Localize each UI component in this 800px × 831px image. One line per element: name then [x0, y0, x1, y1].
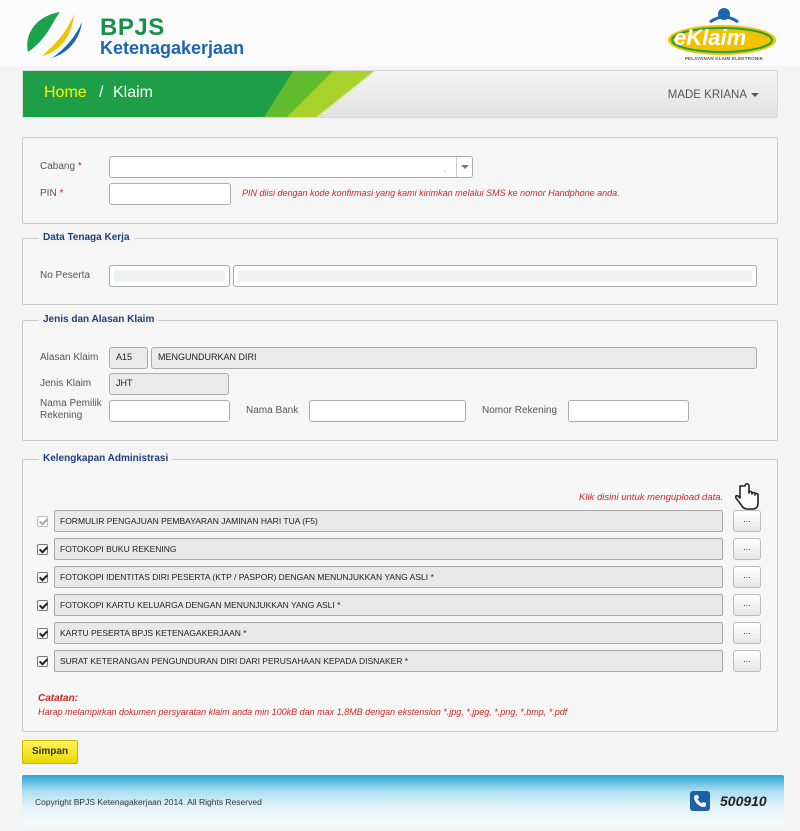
- document-label: SURAT KETERANGAN PENGUNDURAN DIRI DARI PERUSAHAAN KEPADA DISNAKER *: [54, 650, 723, 672]
- browse-upload-button[interactable]: ...: [733, 594, 761, 616]
- bpjs-leaf-icon: [22, 8, 94, 60]
- jenis-klaim-field: JHT: [109, 373, 229, 395]
- catatan-body: Harap melampirkan dokumen persyaratan klaim anda min 100kB dan max 1.8MB dengan ekstension *.jpg, *.jpeg, *.png, *.bmp, *.pdf: [38, 707, 568, 717]
- nav-bar: [22, 70, 778, 118]
- document-checkbox[interactable]: [37, 656, 48, 667]
- eklaim-subtitle: PELAYANAN KLAIM ELEKTRONIK: [684, 56, 764, 61]
- breadcrumb-home-link[interactable]: Home: [44, 84, 87, 101]
- browse-upload-button[interactable]: ...: [733, 538, 761, 560]
- document-row: [37, 650, 763, 674]
- document-label: FOTOKOPI BUKU REKENING: [54, 538, 723, 560]
- chevron-down-icon[interactable]: [456, 157, 472, 177]
- pin-label: PIN *: [40, 188, 64, 199]
- nomor-rekening-input[interactable]: [568, 400, 689, 422]
- cabang-label: Cabang *: [40, 161, 82, 172]
- pointing-hand-icon: [735, 482, 761, 510]
- document-row: [37, 566, 763, 590]
- browse-upload-button[interactable]: ...: [733, 622, 761, 644]
- alasan-code-field: A15: [109, 347, 148, 369]
- caret-down-icon: [751, 93, 759, 97]
- nama-bank-label: Nama Bank: [246, 405, 299, 416]
- browse-upload-button[interactable]: ...: [733, 510, 761, 532]
- pin-hint: PIN diisi dengan kode konfirmasi yang kami kirimkan melalui SMS ke nomor Handphone anda.: [242, 188, 620, 198]
- tenaga-kerja-panel: [22, 232, 778, 305]
- document-row: [37, 510, 763, 534]
- administrasi-legend: Kelengkapan Administrasi: [39, 453, 172, 464]
- save-button[interactable]: Simpan: [22, 740, 78, 764]
- eklaim-logo: [664, 6, 784, 64]
- document-row: [37, 538, 763, 562]
- brand-line2: Ketenagakerjaan: [100, 38, 245, 58]
- breadcrumb-current: Klaim: [113, 84, 154, 101]
- phone-number: 500910: [720, 793, 767, 809]
- cabang-select[interactable]: [109, 156, 473, 178]
- jenis-klaim-legend: Jenis dan Alasan Klaim: [39, 314, 158, 325]
- document-row: [37, 622, 763, 646]
- user-name: MADE KRIANA: [667, 89, 747, 101]
- phone-icon: [690, 791, 710, 811]
- breadcrumb-separator: /: [99, 84, 104, 101]
- eklaim-wordmark: eKlaim: [674, 25, 747, 50]
- jenis-klaim-panel: [22, 314, 778, 441]
- administrasi-panel: [22, 453, 778, 732]
- tenaga-kerja-legend: Data Tenaga Kerja: [39, 232, 134, 243]
- document-checkbox[interactable]: [37, 628, 48, 639]
- pin-input[interactable]: [109, 183, 231, 205]
- nomor-rekening-label: Nomor Rekening: [482, 405, 558, 416]
- nama-bank-input[interactable]: [309, 400, 466, 422]
- footer: [22, 775, 784, 827]
- user-menu[interactable]: [668, 89, 759, 101]
- upload-hint: Klik disini untuk mengupload data.: [579, 492, 724, 503]
- pemilik-rekening-label: Nama Pemilik Rekening: [40, 398, 102, 421]
- document-checkbox[interactable]: [37, 572, 48, 583]
- pemilik-rekening-input[interactable]: [109, 400, 230, 422]
- alasan-klaim-label: Alasan Klaim: [40, 352, 99, 363]
- copyright-text: Copyright BPJS Ketenagakerjaan 2014. All Rights Reserved: [35, 797, 262, 807]
- nama-peserta-input[interactable]: [233, 265, 757, 287]
- catatan-title: Catatan:: [38, 693, 79, 704]
- no-peserta-input[interactable]: [109, 265, 230, 287]
- document-label: KARTU PESERTA BPJS KETENAGAKERJAAN *: [54, 622, 723, 644]
- browse-upload-button[interactable]: ...: [733, 650, 761, 672]
- no-peserta-label: No Peserta: [40, 270, 91, 281]
- bpjs-logo[interactable]: [22, 8, 272, 60]
- document-label: FORMULIR PENGAJUAN PEMBAYARAN JAMINAN HARI TUA (F5): [54, 510, 723, 532]
- document-label: FOTOKOPI KARTU KELUARGA DENGAN MENUNJUKKAN YANG ASLI *: [54, 594, 723, 616]
- jenis-klaim-label: Jenis Klaim: [40, 378, 92, 389]
- document-checkbox: [37, 516, 48, 527]
- cabang-panel: [22, 137, 778, 224]
- document-checkbox[interactable]: [37, 600, 48, 611]
- document-label: FOTOKOPI IDENTITAS DIRI PESERTA (KTP / PASPOR) DENGAN MENUNJUKKAN YANG ASLI *: [54, 566, 723, 588]
- alasan-value-field: MENGUNDURKAN DIRI: [151, 347, 757, 369]
- browse-upload-button[interactable]: ...: [733, 566, 761, 588]
- document-row: [37, 594, 763, 618]
- cabang-select-value: .: [443, 165, 446, 174]
- top-header: [0, 0, 800, 66]
- brand-line1: BPJS: [100, 14, 165, 41]
- document-checkbox[interactable]: [37, 544, 48, 555]
